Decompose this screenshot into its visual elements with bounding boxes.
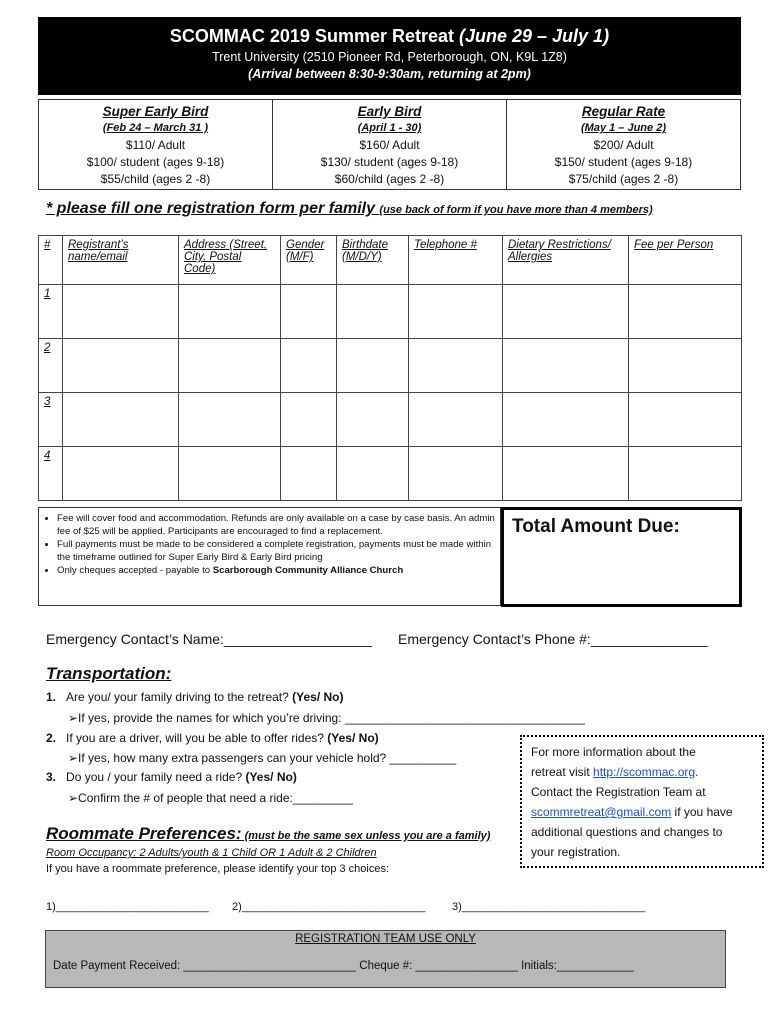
question-driving: 1. Are you/ your family driving to the retreat? (Yes/ No)	[46, 690, 344, 704]
fee-field[interactable]	[629, 393, 742, 447]
col-registrant: Registrant’s name/email	[63, 236, 179, 285]
telephone-field[interactable]	[409, 339, 503, 393]
total-label: Total Amount Due:	[512, 516, 680, 537]
address-field[interactable]	[179, 285, 281, 339]
list-item: • Fee will cover food and accommodation. Refunds are only available on a case by case basis. An admin fee of $25 will be applied. Participants are encouraged to find a replacement.	[57, 512, 496, 538]
question-need-ride: 3. Do you / your family need a ride? (Yes/ No)	[46, 770, 297, 784]
header-banner	[38, 17, 741, 95]
emergency-contact-name[interactable]: Emergency Contact’s Name:___________________	[46, 631, 372, 647]
question-offer-rides: 2. If you are a driver, will you be able to offer rides? (Yes/ No)	[46, 731, 379, 745]
birthdate-field[interactable]	[337, 339, 409, 393]
registration-table	[38, 235, 742, 501]
extra-passengers-field[interactable]: ➢If yes, how many extra passengers can your vehicle hold? __________	[68, 751, 457, 765]
table-row	[39, 285, 742, 339]
driving-names-field[interactable]: ➢If yes, provide the names for which you’re driving: ____________________________________	[68, 711, 586, 725]
policy-notes	[38, 507, 501, 606]
total-amount-due-box[interactable]	[501, 507, 742, 607]
row-number: 2	[39, 339, 63, 393]
list-item: • Full payments must be made to be considered a complete registration, payments must be made within the timeframe outlined for Super Early Bird & Early Bird pricing	[57, 538, 496, 564]
col-telephone: Telephone #	[409, 236, 503, 285]
birthdate-field[interactable]	[337, 285, 409, 339]
col-dietary: Dietary Restrictions/ Allergies	[503, 236, 629, 285]
roommate-instructions: If you have a roommate preference, please identify your top 3 choices:	[46, 863, 390, 875]
family-form-note: * please fill one registration form per family (use back of form if you have more than 4 members)	[46, 200, 653, 217]
birthdate-field[interactable]	[337, 393, 409, 447]
row-number: 1	[39, 285, 63, 339]
gender-field[interactable]	[281, 285, 337, 339]
rate-regular: Regular Rate (May 1 – June 2) $200/ Adult $150/ student (ages 9-18) $75/child (ages 2 -8)	[506, 100, 740, 189]
telephone-field[interactable]	[409, 447, 503, 501]
email-link[interactable]: scommretreat@gmail.com	[531, 805, 672, 819]
col-fee: Fee per Person	[629, 236, 742, 285]
address-field[interactable]	[179, 339, 281, 393]
dietary-field[interactable]	[503, 393, 629, 447]
telephone-field[interactable]	[409, 285, 503, 339]
roommate-choice-1[interactable]: 1)_________________________	[46, 901, 209, 913]
dietary-field[interactable]	[503, 339, 629, 393]
room-occupancy: Room Occupancy: 2 Adults/youth & 1 Child OR 1 Adult & 2 Children	[46, 847, 377, 859]
emergency-contact-phone[interactable]: Emergency Contact’s Phone #:_______________	[398, 631, 708, 647]
list-item: • Only cheques accepted - payable to Scarborough Community Alliance Church	[57, 564, 496, 577]
website-link[interactable]: http://scommac.org	[593, 765, 696, 779]
table-row	[39, 393, 742, 447]
office-title: REGISTRATION TEAM USE ONLY	[295, 933, 476, 945]
fee-field[interactable]	[629, 285, 742, 339]
dietary-field[interactable]	[503, 447, 629, 501]
col-gender: Gender (M/F)	[281, 236, 337, 285]
address-field[interactable]	[179, 447, 281, 501]
dietary-field[interactable]	[503, 285, 629, 339]
row-number: 3	[39, 393, 63, 447]
rates-table	[38, 99, 741, 190]
col-address: Address (Street, City, Postal Code)	[179, 236, 281, 285]
table-row	[39, 447, 742, 501]
transportation-heading: Transportation:	[46, 664, 172, 683]
roommate-heading: Roommate Preferences: (must be the same sex unless you are a family)	[46, 824, 491, 843]
gender-field[interactable]	[281, 393, 337, 447]
info-box: For more information about the retreat visit http://scommac.org. Contact the Registration Team at scommretreat@gmail.com if you have additional questions and changes to your registration.	[520, 735, 764, 868]
col-birthdate: Birthdate (M/D/Y)	[337, 236, 409, 285]
arrival-note: (Arrival between 8:30-9:30am, returning at 2pm)	[248, 67, 531, 81]
address-field[interactable]	[179, 393, 281, 447]
registrant-field[interactable]	[63, 447, 179, 501]
gender-field[interactable]	[281, 339, 337, 393]
telephone-field[interactable]	[409, 393, 503, 447]
event-location: Trent University (2510 Pioneer Rd, Peterborough, ON, K9L 1Z8)	[212, 50, 567, 64]
event-title: SCOMMAC 2019 Summer Retreat (June 29 – July 1)	[169, 26, 610, 46]
roommate-choice-3[interactable]: 3)______________________________	[452, 901, 646, 913]
table-header-row	[39, 236, 742, 285]
rate-early-bird: Early Bird (April 1 - 30) $160/ Adult $130/ student (ages 9-18) $60/child (ages 2 -8)	[272, 100, 506, 189]
registrant-field[interactable]	[63, 393, 179, 447]
row-number: 4	[39, 447, 63, 501]
roommate-choice-2[interactable]: 2)______________________________	[232, 901, 426, 913]
office-fields[interactable]: Date Payment Received: ___________________________ Cheque #: ________________ Initials:____________	[53, 960, 634, 972]
birthdate-field[interactable]	[337, 447, 409, 501]
gender-field[interactable]	[281, 447, 337, 501]
fee-field[interactable]	[629, 447, 742, 501]
table-row	[39, 339, 742, 393]
col-number: #	[39, 236, 63, 285]
registrant-field[interactable]	[63, 285, 179, 339]
rate-super-early-bird: Super Early Bird (Feb 24 – March 31 ) $110/ Adult $100/ student (ages 9-18) $55/child (ages 2 -8)	[86, 104, 225, 186]
registrant-field[interactable]	[63, 339, 179, 393]
fee-field[interactable]	[629, 339, 742, 393]
registration-team-box	[45, 930, 726, 988]
ride-count-field[interactable]: ➢Confirm the # of people that need a ride:_________	[68, 791, 353, 805]
